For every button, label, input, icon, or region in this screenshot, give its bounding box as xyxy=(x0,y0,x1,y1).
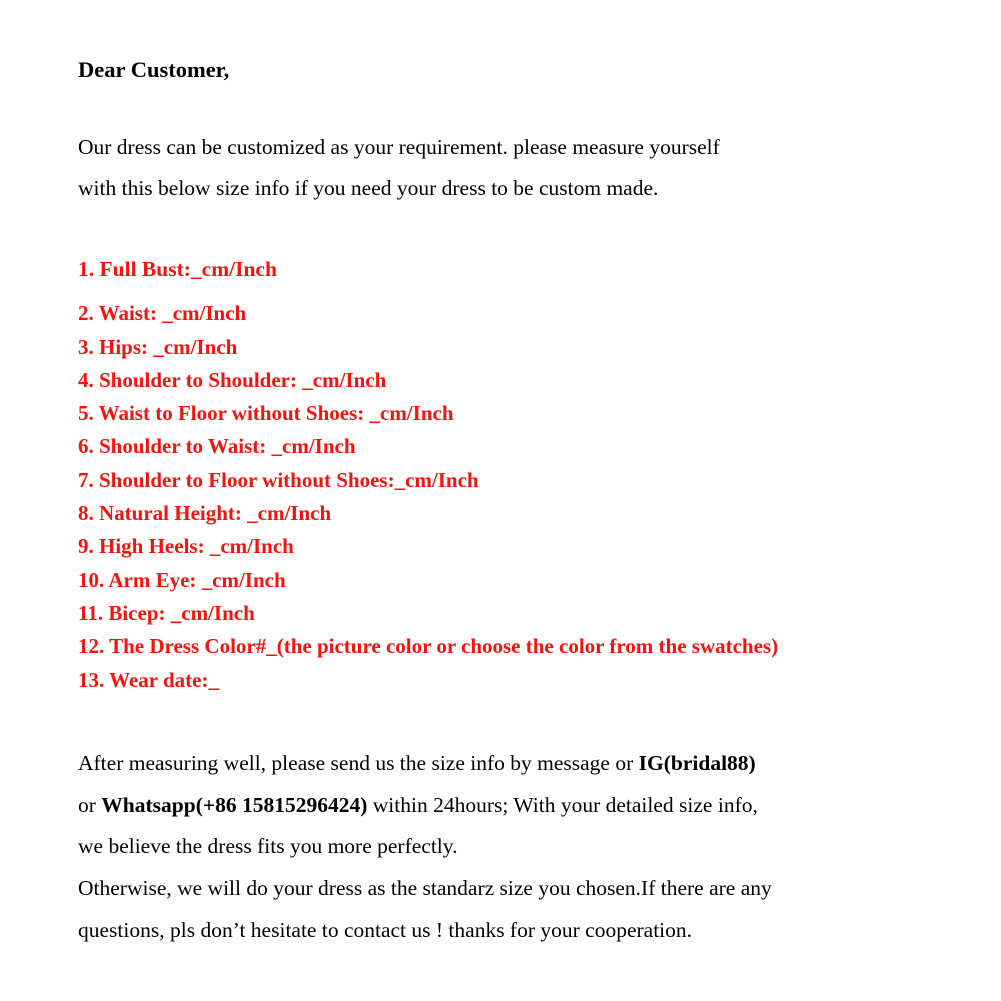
salutation: Dear Customer, xyxy=(78,57,230,82)
closing-line-2-prefix: or xyxy=(78,792,102,817)
list-item: 9. High Heels: _cm/Inch xyxy=(78,534,294,559)
closing-line-2-suffix: within 24hours; With your detailed size info, xyxy=(367,792,758,817)
closing-paragraph xyxy=(78,743,923,952)
list-item: 7. Shoulder to Floor without Shoes:_cm/Inch xyxy=(78,467,479,492)
closing-line-4: Otherwise, we will do your dress as the standarz size you chosen.If there are any xyxy=(78,875,772,900)
instagram-handle: IG(bridal88) xyxy=(638,750,756,775)
list-item: 4. Shoulder to Shoulder: _cm/Inch xyxy=(78,367,387,392)
list-item: 11. Bicep: _cm/Inch xyxy=(78,600,255,625)
list-item: 13. Wear date:_ xyxy=(78,667,219,692)
list-item: 12. The Dress Color#_(the picture color or choose the color from the swatches) xyxy=(78,634,779,659)
list-item: 5. Waist to Floor without Shoes: _cm/Inch xyxy=(78,401,454,426)
closing-line-1-text: After measuring well, please send us the size info by message or xyxy=(78,750,639,775)
list-item: 1. Full Bust:_cm/Inch xyxy=(78,257,277,281)
measurement-list xyxy=(78,253,923,697)
closing-line-5: questions, pls don’t hesitate to contact us ! thanks for your cooperation. xyxy=(78,917,693,942)
closing-line-2 xyxy=(78,785,923,827)
intro-line-1: Our dress can be customized as your requirement. please measure yourself xyxy=(78,135,720,159)
list-item: 3. Hips: _cm/Inch xyxy=(78,334,238,359)
closing-line-1 xyxy=(78,743,923,785)
list-item: 10. Arm Eye: _cm/Inch xyxy=(78,567,286,592)
closing-line-3: we believe the dress fits you more perfectly. xyxy=(78,834,458,859)
list-item: 2. Waist: _cm/Inch xyxy=(78,301,247,326)
list-item: 8. Natural Height: _cm/Inch xyxy=(78,501,332,526)
intro-line-2: with this below size info if you need your dress to be custom made. xyxy=(78,176,659,200)
intro-paragraph xyxy=(78,127,923,209)
list-item: 6. Shoulder to Waist: _cm/Inch xyxy=(78,434,356,459)
whatsapp-number: Whatsapp(+86 15815296424) xyxy=(101,792,368,817)
